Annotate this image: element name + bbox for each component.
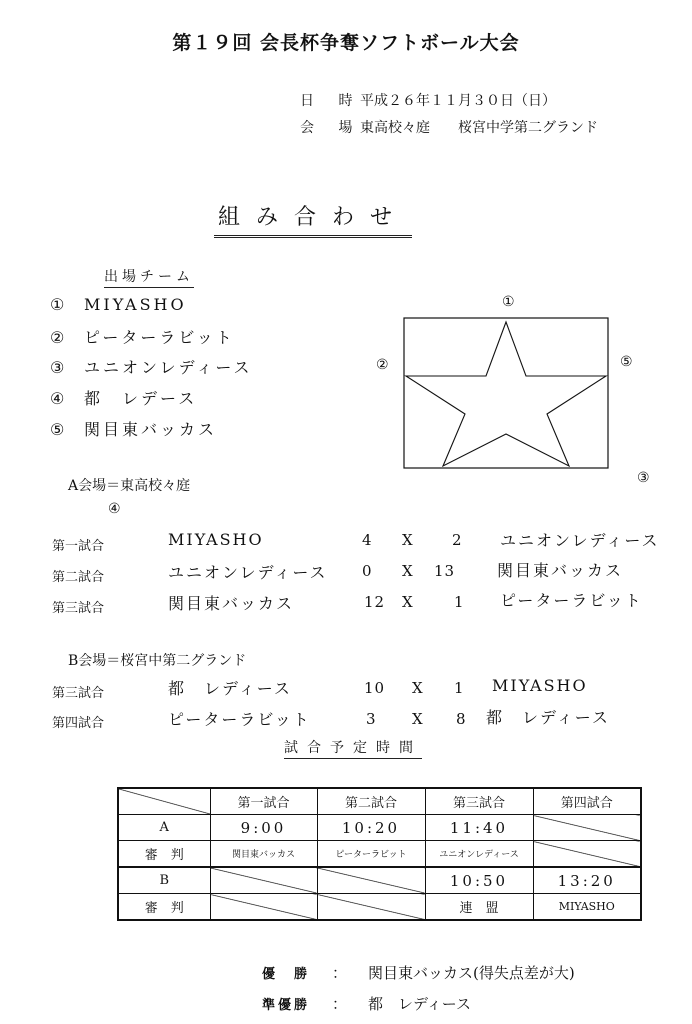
team-item <box>50 386 197 409</box>
winner-colon: ： <box>332 964 348 982</box>
team-number: ① <box>50 295 68 314</box>
star-diagram <box>400 316 612 472</box>
match-score-home: 0 <box>362 562 373 580</box>
match-label: 第三試合 <box>52 686 105 701</box>
column-header: 第三試合 <box>425 788 533 815</box>
match-home: 都 レディース <box>168 679 292 698</box>
column-header: 第二試合 <box>317 788 425 815</box>
schedule-row-b <box>118 867 641 894</box>
match-score-home: 12 <box>364 593 386 611</box>
match-versus: X <box>412 710 424 728</box>
column-header: 第一試合 <box>210 788 317 815</box>
row-label: A <box>118 815 210 841</box>
empty-slash-cell <box>210 894 317 921</box>
time-cell: 10:20 <box>317 815 425 841</box>
match-score-home: 4 <box>362 531 373 549</box>
venue-b-label: B会場＝桜宮中第二グランド <box>68 653 247 669</box>
match-score-away: 13 <box>434 562 456 580</box>
document-title: 第１９回 会長杯争奪ソフトボール大会 <box>172 32 520 54</box>
diagram-label: ⑤ <box>620 354 633 370</box>
runner-up-line <box>262 993 471 1014</box>
team-number: ④ <box>50 389 68 408</box>
referee-cell: ピーターラビット <box>317 841 425 868</box>
match-versus: X <box>402 531 414 549</box>
header-corner-cell <box>118 788 210 815</box>
match-away: ユニオンレディース <box>500 531 660 550</box>
winner-value: 関目東バッカス(得失点差が大) <box>368 964 575 982</box>
team-name: 都 レデース <box>84 389 198 408</box>
match-versus: X <box>402 562 414 580</box>
date-label: 日 時 <box>300 93 363 109</box>
match-home: ピーターラビット <box>168 710 311 729</box>
schedule-row-a-referee <box>118 841 641 868</box>
team-name: MIYASHO <box>84 295 187 314</box>
teams-heading: 出場チーム <box>104 266 194 288</box>
match-score-away: 1 <box>454 593 465 611</box>
date-value: 平成２６年１１月３０日（日） <box>360 93 556 109</box>
match-away: 都 レディース <box>486 708 610 727</box>
match-score-away: 1 <box>454 679 465 697</box>
team-name: ユニオンレディース <box>84 358 253 377</box>
match-label: 第四試合 <box>52 716 105 731</box>
venue-line <box>300 117 598 137</box>
schedule-row-b-referee <box>118 894 641 921</box>
runner-up-value: 都 レディース <box>368 995 472 1013</box>
time-cell: 9:00 <box>210 815 317 841</box>
empty-slash-cell <box>533 815 641 841</box>
time-cell: 11:40 <box>425 815 533 841</box>
venue-a-label: A会場＝東高校々庭 <box>68 478 191 494</box>
diagram-frame <box>404 318 608 468</box>
team-item <box>50 355 253 378</box>
runner-up-label: 準優勝 <box>262 998 311 1013</box>
team-name: ピーターラビット <box>84 328 235 347</box>
match-away: 関目東バッカス <box>497 561 624 580</box>
diagram-label: ① <box>502 294 515 310</box>
date-line <box>300 90 556 110</box>
venue-value: 東高校々庭 桜宮中学第二グランド <box>360 120 598 136</box>
match-label: 第二試合 <box>52 570 105 585</box>
schedule-row-a <box>118 815 641 841</box>
schedule-table <box>117 787 642 921</box>
match-score-home: 3 <box>366 710 377 728</box>
referee-cell: MIYASHO <box>533 894 641 921</box>
match-away: ピーターラビット <box>500 591 643 610</box>
empty-slash-cell <box>317 894 425 921</box>
team-item <box>50 417 217 440</box>
diagram-label: ② <box>376 357 389 373</box>
team-item <box>50 295 187 314</box>
referee-cell: 関目東バッカス <box>210 841 317 868</box>
team-number: ③ <box>50 358 68 377</box>
row-label: B <box>118 867 210 894</box>
match-label: 第三試合 <box>52 601 105 616</box>
match-away: MIYASHO <box>492 676 588 695</box>
team-item <box>50 325 235 348</box>
winner-label: 優 勝 <box>262 967 311 982</box>
schedule-header-row <box>118 788 641 815</box>
column-header: 第四試合 <box>533 788 641 815</box>
match-versus: X <box>402 593 414 611</box>
match-versus: X <box>412 679 424 697</box>
match-score-home: 10 <box>364 679 386 697</box>
match-home: 関目東バッカス <box>168 594 295 613</box>
referee-cell: ユニオンレディース <box>425 841 533 868</box>
team-number: ⑤ <box>50 420 68 439</box>
team-name: 関目東バッカス <box>84 420 218 439</box>
diagram-label: ③ <box>637 470 650 486</box>
match-home: ユニオンレディース <box>168 563 328 582</box>
match-home: MIYASHO <box>168 530 264 549</box>
runner-up-colon: ： <box>332 995 348 1013</box>
empty-slash-cell <box>210 867 317 894</box>
team-number: ② <box>50 328 68 347</box>
time-cell: 13:20 <box>533 867 641 894</box>
schedule-heading: 試合予定時間 <box>284 737 422 759</box>
row-label: 審 判 <box>118 894 210 921</box>
diagram-label: ④ <box>108 501 121 517</box>
winner-line <box>262 962 575 983</box>
match-label: 第一試合 <box>52 539 105 554</box>
empty-slash-cell <box>317 867 425 894</box>
row-label: 審 判 <box>118 841 210 868</box>
match-score-away: 2 <box>452 531 463 549</box>
star-shape <box>406 322 606 466</box>
empty-slash-cell <box>533 841 641 868</box>
section-heading: 組み合わせ <box>214 200 412 238</box>
time-cell: 10:50 <box>425 867 533 894</box>
venue-label: 会 場 <box>300 120 363 136</box>
match-score-away: 8 <box>456 710 467 728</box>
referee-cell: 連 盟 <box>425 894 533 921</box>
